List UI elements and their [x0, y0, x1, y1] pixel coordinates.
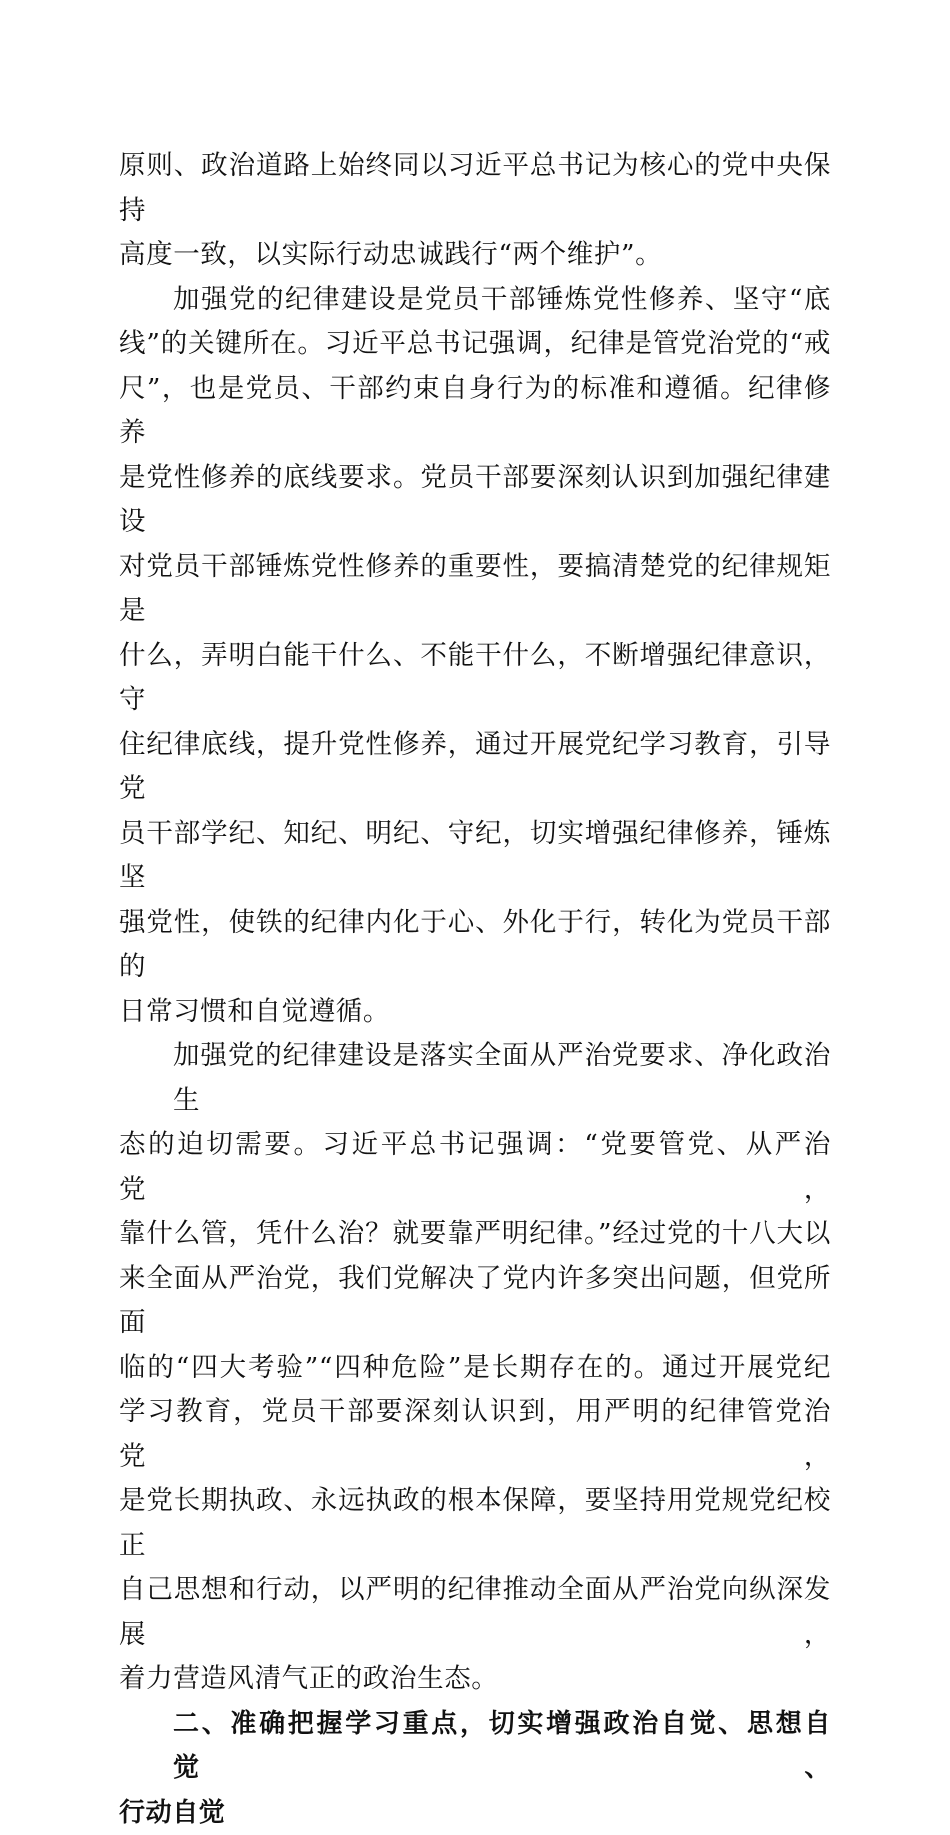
text-line: 加强党的纪律建设是党员干部锤炼党性修养、坚守“底	[119, 278, 831, 323]
text-line: 态的迫切需要。习近平总书记强调：“党要管党、从严治党，	[119, 1123, 831, 1212]
text-line: 尺”，也是党员、干部约束自身行为的标准和遵循。纪律修养	[119, 367, 831, 456]
text-line: 什么，弄明白能干什么、不能干什么，不断增强纪律意识，守	[119, 634, 831, 723]
text-line: 临的“四大考验”“四种危险”是长期存在的。通过开展党纪	[119, 1346, 831, 1391]
paragraph-3	[119, 1034, 831, 1702]
heading-line: 行动自觉	[119, 1791, 831, 1835]
text-line: 靠什么管，凭什么治？就要靠严明纪律。”经过党的十八大以	[119, 1212, 831, 1257]
text-line: 学习教育，党员干部要深刻认识到，用严明的纪律管党治党，	[119, 1390, 831, 1479]
text-line: 线”的关键所在。习近平总书记强调，纪律是管党治党的“戒	[119, 322, 831, 367]
text-line: 强党性，使铁的纪律内化于心、外化于行，转化为党员干部的	[119, 901, 831, 990]
heading-line: 二、准确把握学习重点，切实增强政治自觉、思想自觉、	[119, 1702, 831, 1791]
paragraph-2	[119, 278, 831, 1035]
text-line: 原则、政治道路上始终同以习近平总书记为核心的党中央保持	[119, 144, 831, 233]
text-line: 日常习惯和自觉遵循。	[119, 990, 831, 1035]
text-line: 加强党的纪律建设是落实全面从严治党要求、净化政治生	[119, 1034, 831, 1123]
section-heading	[119, 1702, 831, 1835]
text-line: 自己思想和行动，以严明的纪律推动全面从严治党向纵深发展，	[119, 1568, 831, 1657]
text-line: 着力营造风清气正的政治生态。	[119, 1657, 831, 1702]
document-page	[119, 144, 831, 1835]
text-line: 是党性修养的底线要求。党员干部要深刻认识到加强纪律建设	[119, 456, 831, 545]
text-line: 对党员干部锤炼党性修养的重要性，要搞清楚党的纪律规矩是	[119, 545, 831, 634]
text-line: 是党长期执政、永远执政的根本保障，要坚持用党规党纪校正	[119, 1479, 831, 1568]
paragraph-1	[119, 144, 831, 278]
text-line: 高度一致，以实际行动忠诚践行“两个维护”。	[119, 233, 831, 278]
text-line: 员干部学纪、知纪、明纪、守纪，切实增强纪律修养，锤炼坚	[119, 812, 831, 901]
text-line: 来全面从严治党，我们党解决了党内许多突出问题，但党所面	[119, 1257, 831, 1346]
text-line: 住纪律底线，提升党性修养，通过开展党纪学习教育，引导党	[119, 723, 831, 812]
